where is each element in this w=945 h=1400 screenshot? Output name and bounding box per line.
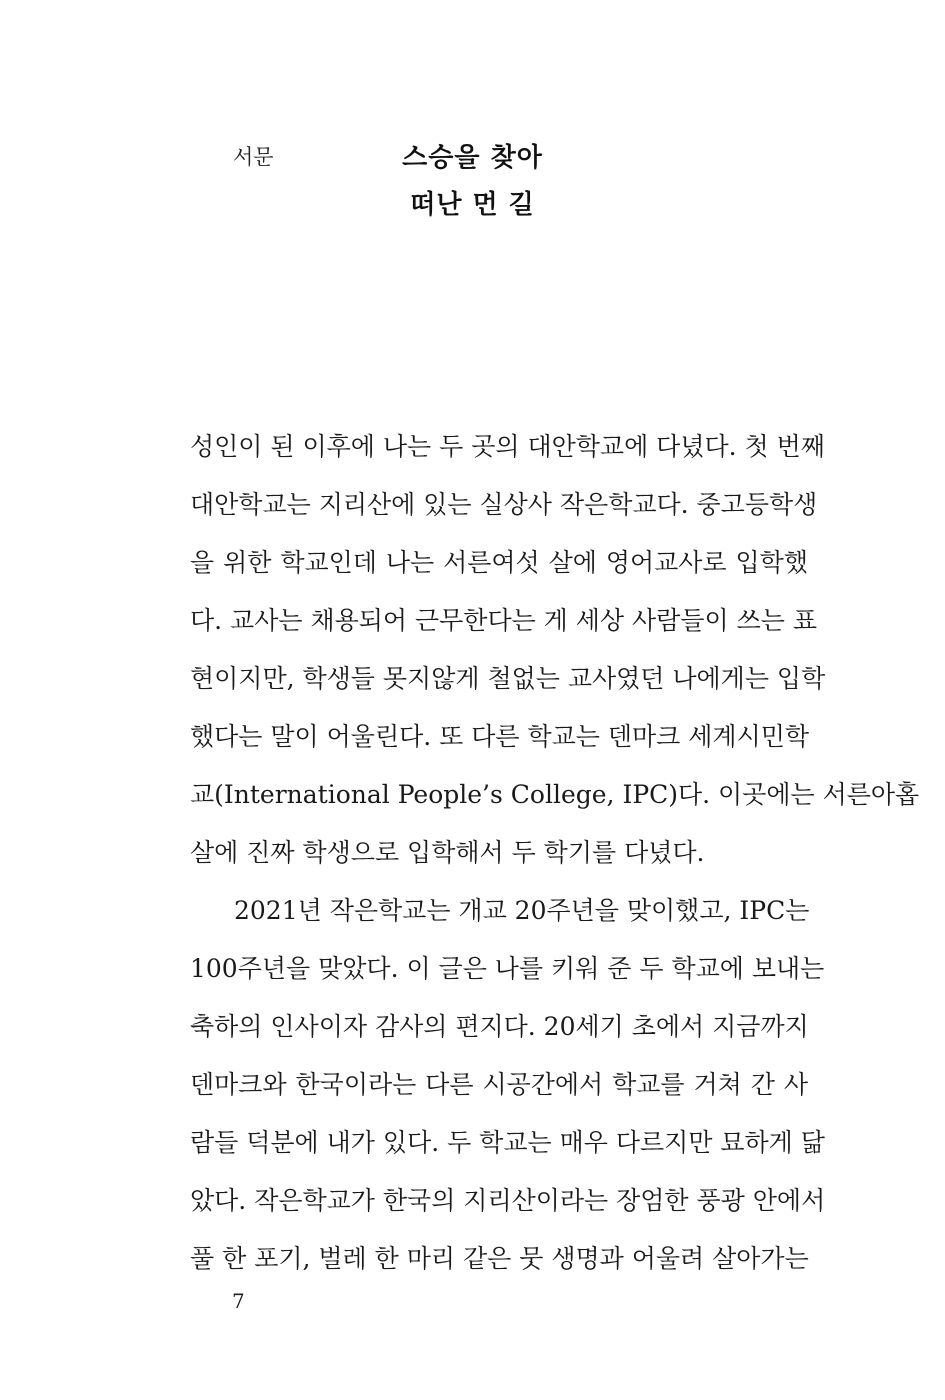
chapter-title-line-1: 스승을 찾아 bbox=[402, 143, 543, 173]
section-label: 서문 bbox=[233, 145, 274, 169]
text-line: 현이지만, 학생들 못지않게 철없는 교사였던 나에게는 입학 bbox=[190, 664, 826, 693]
text-line: 성인이 된 이후에 나는 두 곳의 대안학교에 다녔다. 첫 번째 bbox=[190, 432, 825, 461]
page-number: 7 bbox=[232, 1289, 245, 1313]
text-line: 축하의 인사이자 감사의 편지다. 20세기 초에서 지금까지 bbox=[190, 1012, 809, 1041]
text-line: 살에 진짜 학생으로 입학해서 두 학기를 다녔다. bbox=[190, 838, 705, 867]
text-line: 풀 한 포기, 벌레 한 마리 같은 뭇 생명과 어울려 살아가는 bbox=[190, 1244, 809, 1273]
text-line: 다. 교사는 채용되어 근무한다는 게 세상 사람들이 쓰는 표 bbox=[190, 606, 817, 635]
text-line: 았다. 작은학교가 한국의 지리산이라는 장엄한 풍광 안에서 bbox=[190, 1186, 826, 1215]
text-line: 을 위한 학교인데 나는 서른여섯 살에 영어교사로 입학했 bbox=[190, 548, 808, 577]
body-text bbox=[190, 418, 920, 1288]
paragraph-1 bbox=[190, 418, 920, 882]
text-line: 2021년 작은학교는 개교 20주년을 맞이했고, IPC는 bbox=[234, 896, 810, 925]
text-line: 람들 덕분에 내가 있다. 두 학교는 매우 다르지만 묘하게 닮 bbox=[190, 1128, 825, 1157]
chapter-title-line-2: 떠난 먼 길 bbox=[410, 190, 535, 220]
text-line: 교(International People’s College, IPC)다. 이곳에는 서른아홉 bbox=[190, 780, 920, 809]
text-line: 덴마크와 한국이라는 다른 시공간에서 학교를 거쳐 간 사 bbox=[190, 1070, 808, 1099]
paragraph-2 bbox=[190, 882, 826, 1288]
text-line: 100주년을 맞았다. 이 글은 나를 키워 준 두 학교에 보내는 bbox=[190, 954, 825, 983]
text-line: 했다는 말이 어울린다. 또 다른 학교는 덴마크 세계시민학 bbox=[190, 722, 810, 751]
text-line: 대안학교는 지리산에 있는 실상사 작은학교다. 중고등학생 bbox=[190, 490, 818, 519]
